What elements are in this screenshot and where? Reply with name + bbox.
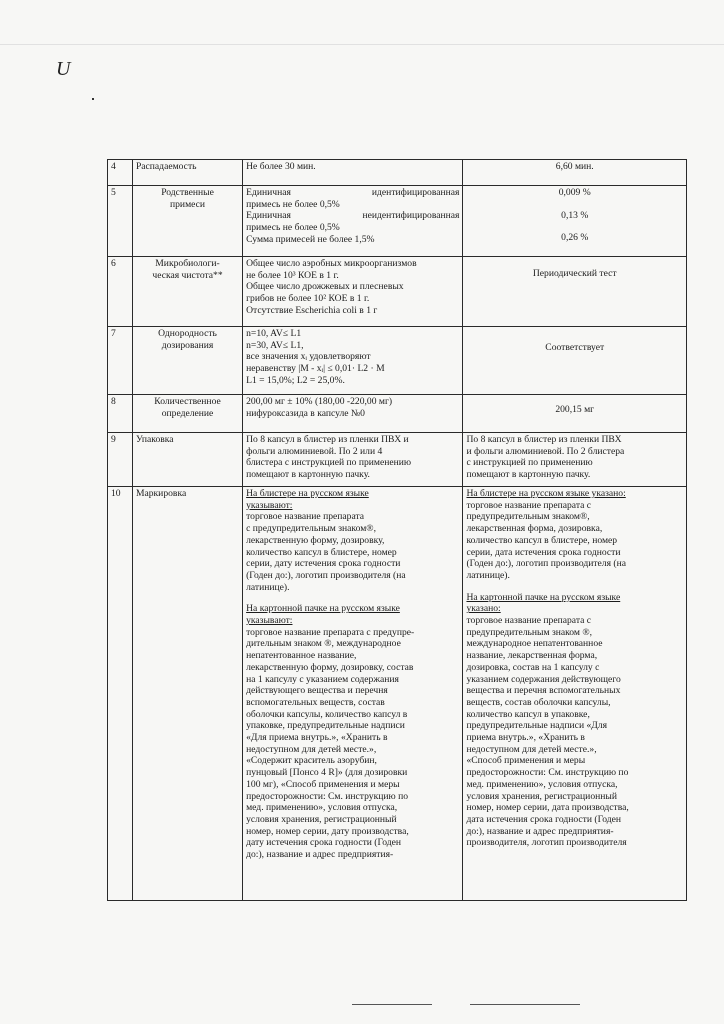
row-number: 4 <box>108 160 133 186</box>
requirement-line: помещают в картонную пачку. <box>246 469 370 481</box>
result-line: мед. применению», условия отпуска, <box>466 778 618 790</box>
result-line: номер, номер серии, дата производства, <box>466 802 629 814</box>
result-value: 200,15 мг <box>555 404 595 415</box>
parameter-name-line: ческая чистота** <box>152 269 223 281</box>
requirement-cell <box>243 327 463 395</box>
result-line: «Способ применения и меры <box>466 755 586 767</box>
table-row <box>108 433 687 487</box>
requirement-line: оболочки капсулы, количество капсул в <box>246 708 408 720</box>
requirement-line: примесь не более 0,5% <box>246 222 340 234</box>
result-line: приема внутрь.», «Хранить в <box>466 732 585 744</box>
parameter-name <box>132 257 242 327</box>
parameter-name: Упаковка <box>132 433 242 487</box>
requirement-line: до:), название и адрес предприятия- <box>246 849 394 861</box>
row-number: 9 <box>108 433 133 487</box>
result-line: По 8 капсул в блистер из пленки ПВХ <box>466 434 622 445</box>
result-line: предупредительным знаком®, <box>466 511 590 523</box>
result-line: количество капсул в блистере, номер <box>466 534 618 546</box>
requirement-blister-heading: указывают: <box>246 499 293 511</box>
requirement-line: Единичная идентифицированная <box>246 187 460 198</box>
parameter-name-line: определение <box>161 407 214 419</box>
requirement-cell <box>243 395 463 433</box>
result-value: 0,009 % <box>558 187 591 198</box>
specification-table <box>107 159 687 901</box>
parameter-name-line: Однородность <box>158 328 217 339</box>
requirement-line: фольги алюминиевой. По 2 или 4 <box>246 445 383 457</box>
requirement-line: торговое название препарата с предупре- <box>246 626 415 638</box>
result-cell <box>463 160 687 186</box>
row-number: 10 <box>108 487 133 901</box>
requirement-line: условия хранения, регистрационный <box>246 813 397 825</box>
requirement-carton-heading: указывают: <box>246 615 293 627</box>
table-row <box>108 257 687 327</box>
result-line: и фольги алюминиевой. По 2 блистера <box>466 445 625 457</box>
requirement-line: с предупредительным знаком®, <box>246 523 376 535</box>
requirement-cell <box>243 433 463 487</box>
requirement-line: латинице). <box>246 581 290 593</box>
parameter-name-line: Родственные <box>161 187 214 198</box>
result-line: с инструкцией по применению <box>466 457 593 469</box>
result-cell <box>463 433 687 487</box>
requirement-line: дительным знаком ®, международное <box>246 638 401 650</box>
requirement-blister-heading: На блистере на русском языке <box>246 488 369 499</box>
result-line: дозировка, состав на 1 капсулу с <box>466 661 600 673</box>
requirement-line: n=30, AV≤ L1, <box>246 339 304 351</box>
table-body <box>108 160 687 901</box>
requirement-line: дату истечения срока годности (Годен <box>246 837 401 849</box>
row-number: 6 <box>108 257 133 327</box>
result-line: предупредительные надписи «Для <box>466 720 608 732</box>
result-line: помещают в картонную пачку. <box>466 469 591 481</box>
requirement-line: количество капсул в блистере, номер <box>246 546 397 558</box>
row-number: 5 <box>108 186 133 257</box>
result-line: указанием содержания действующего <box>466 673 621 685</box>
result-line: производителя, логотип производителя <box>466 837 627 849</box>
table-row <box>108 395 687 433</box>
requirement-line: все значения xᵢ удовлетворяют <box>246 351 371 363</box>
result-line: условия хранения, регистрационный <box>466 790 617 802</box>
requirement-line: грибов не более 10² КОЕ в 1 г. <box>246 293 370 305</box>
requirement-line: серии, дату истечения срока годности <box>246 558 401 570</box>
requirement-line: неравенству |M - xᵢ| ≤ 0,01· L2 · M <box>246 363 385 375</box>
parameter-name-line: Микробиологи- <box>155 258 220 269</box>
requirement-line: Общее число дрожжевых и плесневых <box>246 281 404 293</box>
parameter-name: Маркировка <box>132 487 242 901</box>
table-row <box>108 186 687 257</box>
requirement-line: Не более 30 мин. <box>246 161 316 172</box>
requirement-line: упаковке, предупредительные надписи <box>246 720 405 732</box>
requirement-line: торговое название препарата <box>246 511 365 523</box>
result-carton-block <box>466 592 683 849</box>
page-mark: U <box>56 58 71 80</box>
requirement-line: пунцовый [Понсо 4 R]» (для дозировки <box>246 767 408 779</box>
row-number: 7 <box>108 327 133 395</box>
parameter-name: Распадаемость <box>132 160 242 186</box>
result-blister-heading: На блистере на русском языке указано: <box>466 488 626 499</box>
result-line: до:), название и адрес предприятия- <box>466 825 614 837</box>
requirement-line: По 8 капсул в блистер из пленки ПВХ и <box>246 434 409 445</box>
result-line: предупредительным знаком ®, <box>466 626 593 638</box>
requirement-line: нифуроксазида в капсуле №0 <box>246 407 365 419</box>
requirement-line: недоступном для детей месте.», <box>246 743 377 755</box>
requirement-carton-heading: На картонной пачке на русском языке <box>246 603 400 615</box>
requirement-cell <box>243 257 463 327</box>
requirement-line: действующего вещества и перечня <box>246 685 388 697</box>
requirement-cell <box>243 487 463 901</box>
result-line: лекарственная форма, дозировка, <box>466 523 603 535</box>
result-value: 0,26 % <box>561 232 589 244</box>
result-line: дата истечения срока годности (Годен <box>466 813 622 825</box>
requirement-line: лекарственную форму, дозировку, состав <box>246 661 414 673</box>
result-carton-heading: указано: <box>466 603 501 615</box>
result-value: 6,60 мин. <box>555 161 594 172</box>
requirement-cell <box>243 186 463 257</box>
requirement-line: непатентованное название, <box>246 650 357 662</box>
result-cell <box>463 257 687 327</box>
scan-dot <box>92 98 94 100</box>
requirement-line: на 1 капсулу с указанием содержания <box>246 673 399 685</box>
requirement-line: 200,00 мг ± 10% (180,00 -220,00 мг) <box>246 396 393 407</box>
requirement-line: не более 10³ КОЕ в 1 г. <box>246 269 339 281</box>
parameter-name-line: Количественное <box>154 396 221 407</box>
table-row-marking <box>108 487 687 901</box>
table-row <box>108 327 687 395</box>
requirement-line: n=10, AV≤ L1 <box>246 328 302 339</box>
requirement-line: блистера с инструкцией по применению <box>246 457 412 469</box>
requirement-line: L1 = 15,0%; L2 = 25,0%. <box>246 374 345 386</box>
parameter-name <box>132 186 242 257</box>
requirement-line: вспомогательных веществ, состав <box>246 696 385 708</box>
requirement-line: Общее число аэробных микроорганизмов <box>246 258 417 269</box>
result-cell <box>463 186 687 257</box>
requirement-line: предосторожности: См. инструкцию по <box>246 790 409 802</box>
result-line: количество капсул в упаковке, <box>466 708 590 720</box>
result-value: 0,13 % <box>561 209 589 221</box>
requirement-line: «Для приема внутрь.», «Хранить в <box>246 732 388 744</box>
result-line: международное непатентованное <box>466 638 603 650</box>
parameter-name <box>132 327 242 395</box>
result-line: торговое название препарата с <box>466 615 592 627</box>
parameter-name-line: дозирования <box>161 339 214 351</box>
result-cell <box>463 487 687 901</box>
parameter-name <box>132 395 242 433</box>
requirement-line: Единичная неидентифицированная <box>246 210 460 222</box>
result-line: веществ, состав оболочки капсулы, <box>466 696 611 708</box>
requirement-line: примесь не более 0,5% <box>246 198 340 210</box>
requirement-line: лекарственную форму, дозировку, <box>246 534 385 546</box>
result-line: предосторожности: См. инструкцию по <box>466 767 629 779</box>
requirement-line: Сумма примесей не более 1,5% <box>246 233 375 245</box>
table-row <box>108 160 687 186</box>
result-line: торговое название препарата с <box>466 499 592 511</box>
result-line: название, лекарственная форма, <box>466 650 598 662</box>
result-line: вещества и перечня вспомогательных <box>466 685 621 697</box>
requirement-line: «Содержит краситель азорубин, <box>246 755 377 767</box>
result-line: латинице). <box>466 569 510 581</box>
requirement-line: мед. применению», условия отпуска, <box>246 802 398 814</box>
parameter-name-line: примеси <box>170 198 206 210</box>
result-line: серии, дата истечения срока годности <box>466 546 621 558</box>
requirement-carton-block <box>246 603 459 860</box>
requirement-line: номер, номер серии, дату производства, <box>246 825 409 837</box>
result-cell <box>463 395 687 433</box>
result-blister-block <box>466 488 683 582</box>
result-carton-heading: На картонной пачке на русском языке <box>466 591 621 603</box>
result-cell <box>463 327 687 395</box>
result-line: недоступном для детей месте.», <box>466 743 597 755</box>
requirement-line: (Годен до:), логотип производителя (на <box>246 569 406 581</box>
result-value: Периодический тест <box>532 268 617 279</box>
result-value: Соответствует <box>545 342 605 353</box>
requirement-blister-block <box>246 488 459 593</box>
scan-artifact-line <box>352 1004 432 1005</box>
scan-artifact-line <box>0 44 724 45</box>
requirement-line: 100 мг), «Способ применения и меры <box>246 778 400 790</box>
result-line: (Годен до:), логотип производителя (на <box>466 558 626 570</box>
scan-artifact-line <box>470 1004 580 1005</box>
requirement-cell <box>243 160 463 186</box>
requirement-line: Отсутствие Escherichia coli в 1 г <box>246 304 378 316</box>
row-number: 8 <box>108 395 133 433</box>
